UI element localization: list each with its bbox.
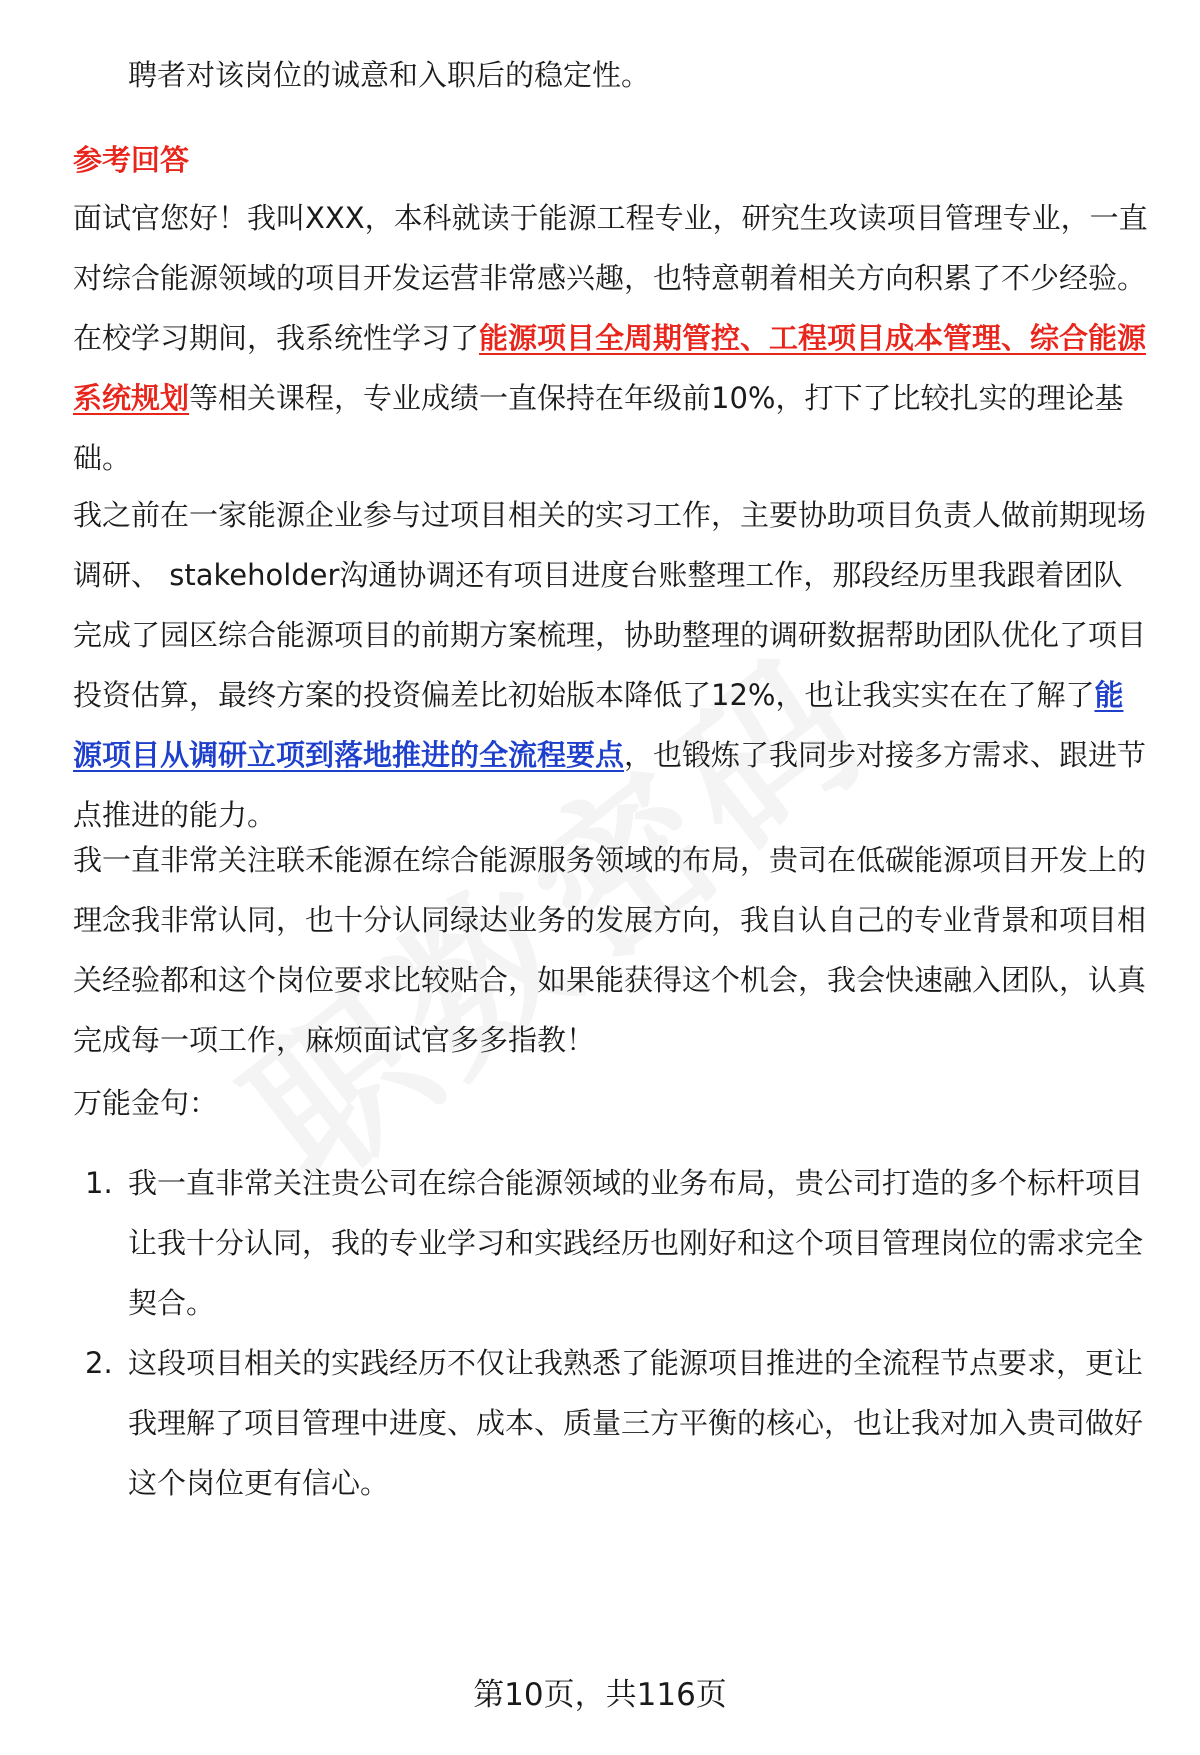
list-item-number: 1. [85, 1166, 113, 1200]
list-item-text: 这段项目相关的实践经历不仅让我熟悉了能源项目推进的全流程节点要求，更让我理解了项目管理中进度、成本、质量三方平衡的核心，也让我对加入贵司做好这个岗位更有信心。 [128, 1346, 1144, 1500]
para2-text-before: 我之前在一家能源企业参与过项目相关的实习工作，主要协助项目负责人做前期现场调研、 stakeholder沟通协调还有项目进度台账整理工作，那段经历里我跟着团队完成了园区综合能源项目的前期方案梳理，协助整理的调研数据帮助团队优化了项目投资估算，最终方案的投资偏差比初始版本降低了12%，也让我实实在在了解了 [73, 498, 1147, 712]
para1-text-before: 面试官您好！我叫XXX，本科就读于能源工程专业，研究生攻读项目管理专业，一直对综合能源领域的项目开发运营非常感兴趣，也特意朝着相关方向积累了不少经验。在校学习期间，我系统性学习了 [73, 201, 1148, 355]
course-highlight: 能源项目全周期管控、工程项目成本管理、综合能源系统规划 [73, 321, 1147, 415]
para2-text-after: ，也锻炼了我同步对接多方需求、跟进节点推进的能力。 [73, 738, 1147, 832]
golden-sentences-label: 万能金句： [73, 1086, 219, 1120]
list-item-text: 我一直非常关注贵公司在综合能源领域的业务布局，贵公司打造的多个标杆项目让我十分认同，我的专业学习和实践经历也刚好和这个项目管理岗位的需求完全契合。 [128, 1166, 1144, 1320]
process-highlight: 能源项目从调研立项到落地推进的全流程要点 [73, 678, 1124, 772]
list-item [73, 1153, 1151, 1333]
intro-continuation: 聘者对该岗位的诚意和入职后的稳定性。 [128, 58, 651, 92]
para1-text-after: 等相关课程，专业成绩一直保持在年级前10%，打下了比较扎实的理论基础。 [73, 381, 1124, 475]
answer-paragraph-1 [73, 188, 1151, 488]
list-item [73, 1333, 1151, 1513]
page-number-footer: 第10页，共116页 [473, 1677, 727, 1713]
list-item-number: 2. [85, 1346, 113, 1380]
answer-paragraph-3: 我一直非常关注联禾能源在综合能源服务领域的布局，贵司在低碳能源项目开发上的理念我非常认同，也十分认同绿达业务的发展方向，我自认自己的专业背景和项目相关经验都和这个岗位要求比较贴合，如果能获得这个机会，我会快速融入团队，认真完成每一项工作，麻烦面试官多多指教！ [73, 843, 1147, 1057]
section-heading: 参考回答 [73, 143, 190, 177]
answer-paragraph-2 [73, 485, 1151, 845]
golden-sentences-list [73, 1153, 1151, 1513]
